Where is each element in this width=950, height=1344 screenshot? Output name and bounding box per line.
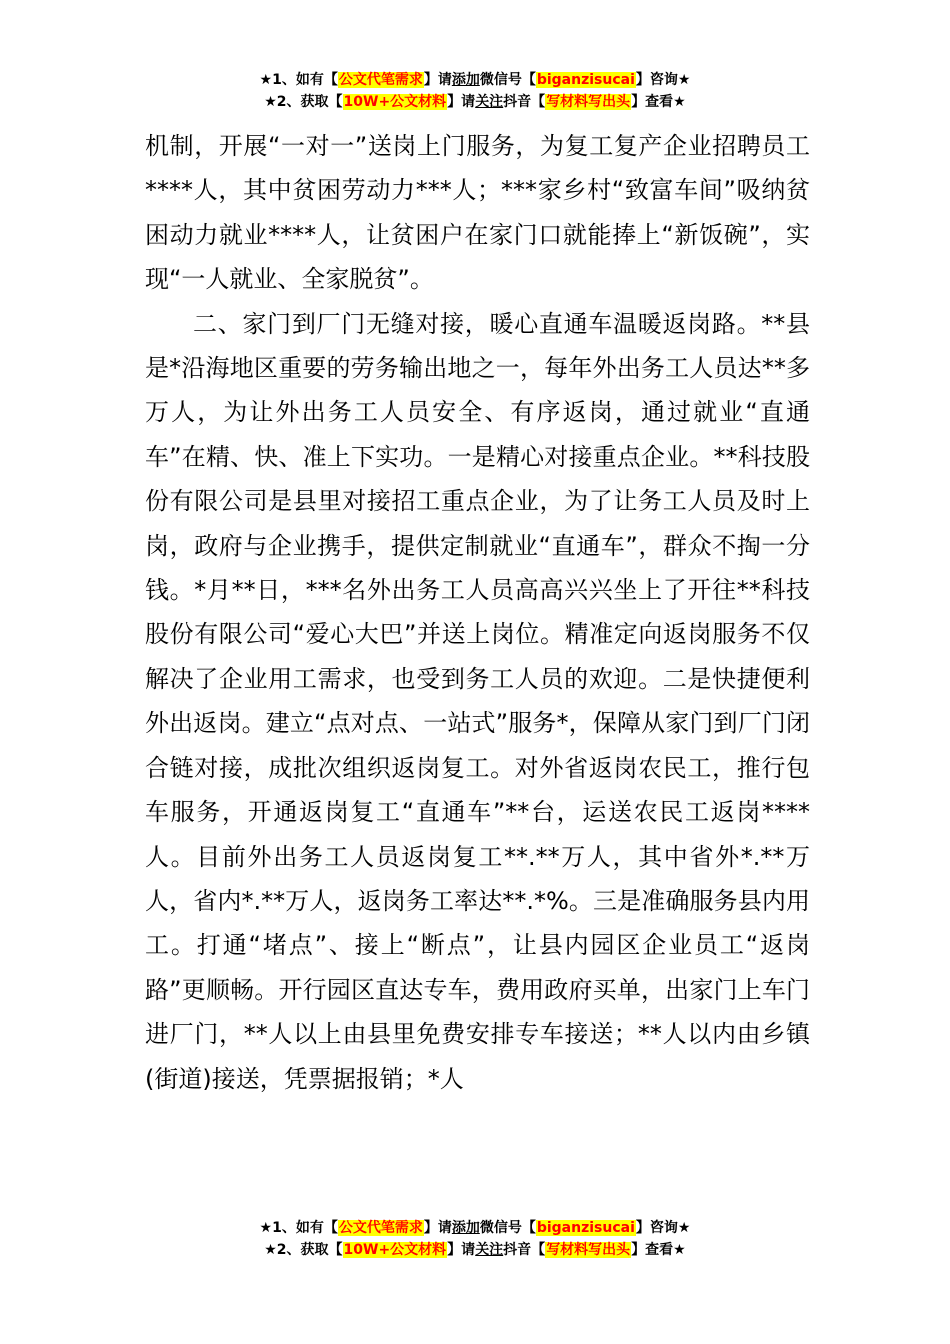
highlight-materials: 10W+公文材料 <box>343 1242 447 1258</box>
banner-text: 】请 <box>447 1242 476 1258</box>
banner-text: ★2、获取【 <box>264 1242 343 1258</box>
banner-text: 】咨询★ <box>635 1220 691 1236</box>
document-body <box>145 124 810 1101</box>
banner-text: 抖音【 <box>503 1242 546 1258</box>
highlight-ghostwriting: 公文代笔需求 <box>338 72 423 88</box>
highlight-wechat-id: biganzisucai <box>536 1220 635 1236</box>
highlight-douyin-account: 写材料写出头 <box>546 94 631 110</box>
highlight-wechat-id: biganzisucai <box>536 72 635 88</box>
banner-text: ★1、如有【 <box>259 1220 338 1236</box>
banner-text: 】请 <box>423 1220 452 1236</box>
banner-line-2 <box>0 1239 950 1261</box>
banner-line-1 <box>0 1217 950 1239</box>
banner-underlined-text: 添加 <box>451 1220 480 1236</box>
paragraph-continuation: 机制，开展“一对一”送岗上门服务，为复工复产企业招聘员工****人，其中贫困劳动力***人；***家乡村“致富车间”吸纳贫困动力就业****人，让贫困户在家门口就能捧上“新饭碗”，实现“一人就业、全家脱贫”。 <box>145 132 810 294</box>
banner-text: 微信号【 <box>479 72 536 88</box>
banner-underlined-text: 关注 <box>475 94 504 110</box>
banner-text: 】查看★ <box>631 1242 686 1258</box>
banner-text: 】请 <box>447 94 476 110</box>
banner-text: 抖音【 <box>503 94 546 110</box>
highlight-ghostwriting: 公文代笔需求 <box>338 1220 423 1236</box>
highlight-douyin-account: 写材料写出头 <box>546 1242 631 1258</box>
highlight-materials: 10W+公文材料 <box>343 94 447 110</box>
footer-banner <box>0 1217 950 1261</box>
banner-text: ★2、获取【 <box>264 94 343 110</box>
paragraph-section-two: 二、家门到厂门无缝对接，暖心直通车温暖返岗路。**县是*沿海地区重要的劳务输出地之一，每年外出务工人员达**多万人，为让外出务工人员安全、有序返岗，通过就业“直通车”在精、快、准上下实功。一是精心对接重点企业。**科技股份有限公司是县里对接招工重点企业，为了让务工人员及时上岗，政府与企业携手，提供定制就业“直通车”，群众不掏一分钱。*月**日，***名外出务工人员高高兴兴坐上了开往**科技股份有限公司“爱心大巴”并送上岗位。精准定向返岗服务不仅解决了企业用工需求，也受到务工人员的欢迎。二是快捷便利外出返岗。建立“点对点、一站式”服务*，保障从家门到厂门闭合链对接，成批次组织返岗复工。对外省返岗农民工，推行包车服务，开通返岗复工“直通车”**台，运送农民工返岗****人。目前外出务工人员返岗复工**.**万人，其中省外*.**万人，省内*.**万人，返岗务工率达**.*%。三是准确服务县内用工。打通“堵点”、接上“断点”，让县内园区企业员工“返岗路”更顺畅。开行园区直达专车，费用政府买单，出家门上车门进厂门，**人以上由县里免费安排专车接送；**人以内由乡镇(街道)接送，凭票据报销；*人 <box>145 309 810 1093</box>
banner-text: 微信号【 <box>479 1220 536 1236</box>
banner-underlined-text: 添加 <box>451 72 480 88</box>
banner-line-1 <box>0 69 950 91</box>
header-banner <box>0 69 950 113</box>
banner-text: 】查看★ <box>631 94 686 110</box>
banner-line-2 <box>0 91 950 113</box>
banner-text: ★1、如有【 <box>259 72 338 88</box>
banner-text: 】咨询★ <box>635 72 691 88</box>
banner-text: 】请 <box>423 72 452 88</box>
banner-underlined-text: 关注 <box>475 1242 504 1258</box>
